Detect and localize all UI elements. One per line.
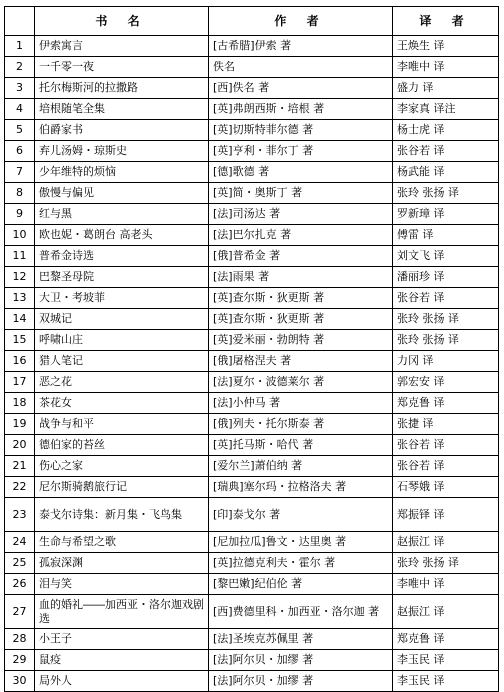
book-author: [西]佚名 著 bbox=[209, 78, 393, 99]
book-translator: 李玉民 译 bbox=[393, 671, 499, 692]
book-author: [瑞典]塞尔玛・拉格洛夫 著 bbox=[209, 477, 393, 498]
header-author: 作 者 bbox=[209, 7, 393, 36]
book-translator: 张谷若 译 bbox=[393, 288, 499, 309]
book-title: 鼠疫 bbox=[35, 650, 209, 671]
book-author: [英]亨利・菲尔丁 著 bbox=[209, 141, 393, 162]
book-author: [黎巴嫩]纪伯伦 著 bbox=[209, 574, 393, 595]
row-number: 18 bbox=[5, 393, 35, 414]
book-author: [法]小仲马 著 bbox=[209, 393, 393, 414]
row-number: 13 bbox=[5, 288, 35, 309]
row-number: 4 bbox=[5, 99, 35, 120]
table-row bbox=[5, 225, 499, 246]
book-title: 呼啸山庄 bbox=[35, 330, 209, 351]
row-number: 27 bbox=[5, 595, 35, 629]
table-row bbox=[5, 477, 499, 498]
row-number: 26 bbox=[5, 574, 35, 595]
book-title: 托尔梅斯河的拉撒路 bbox=[35, 78, 209, 99]
table-row bbox=[5, 267, 499, 288]
book-author: [印]泰戈尔 著 bbox=[209, 498, 393, 532]
book-translator: 郑振铎 译 bbox=[393, 498, 499, 532]
book-translator: 郭宏安 译 bbox=[393, 372, 499, 393]
book-author: [英]弗朗西斯・培根 著 bbox=[209, 99, 393, 120]
table-row bbox=[5, 309, 499, 330]
book-title: 泪与笑 bbox=[35, 574, 209, 595]
book-title: 生命与希望之歌 bbox=[35, 532, 209, 553]
book-translator: 张玲 张扬 译 bbox=[393, 309, 499, 330]
row-number: 10 bbox=[5, 225, 35, 246]
table-row bbox=[5, 671, 499, 692]
book-title: 弃儿汤姆・琼斯史 bbox=[35, 141, 209, 162]
row-number: 19 bbox=[5, 414, 35, 435]
table-row bbox=[5, 120, 499, 141]
table-row bbox=[5, 36, 499, 57]
header-translator: 译 者 bbox=[393, 7, 499, 36]
row-number: 17 bbox=[5, 372, 35, 393]
header-row bbox=[5, 7, 499, 36]
book-translator: 罗新璋 译 bbox=[393, 204, 499, 225]
book-translator: 张捷 译 bbox=[393, 414, 499, 435]
table-row bbox=[5, 330, 499, 351]
row-number: 24 bbox=[5, 532, 35, 553]
book-title: 伤心之家 bbox=[35, 456, 209, 477]
header-title: 书 名 bbox=[35, 7, 209, 36]
book-title: 双城记 bbox=[35, 309, 209, 330]
row-number: 1 bbox=[5, 36, 35, 57]
book-translator: 潘丽珍 译 bbox=[393, 267, 499, 288]
row-number: 14 bbox=[5, 309, 35, 330]
book-translator: 李玉民 译 bbox=[393, 650, 499, 671]
book-author: [英]爱米丽・勃朗特 著 bbox=[209, 330, 393, 351]
table-row bbox=[5, 498, 499, 532]
table-row bbox=[5, 99, 499, 120]
book-title: 恶之花 bbox=[35, 372, 209, 393]
book-author: [法]夏尔・波德莱尔 著 bbox=[209, 372, 393, 393]
row-number: 22 bbox=[5, 477, 35, 498]
book-author: [法]阿尔贝・加缪 著 bbox=[209, 650, 393, 671]
book-translator: 力冈 译 bbox=[393, 351, 499, 372]
book-author: [法]雨果 著 bbox=[209, 267, 393, 288]
book-title: 巴黎圣母院 bbox=[35, 267, 209, 288]
book-author: 佚名 bbox=[209, 57, 393, 78]
book-title: 战争与和平 bbox=[35, 414, 209, 435]
table-row bbox=[5, 650, 499, 671]
book-author: [英]查尔斯・狄更斯 著 bbox=[209, 309, 393, 330]
book-title: 伯爵家书 bbox=[35, 120, 209, 141]
row-number: 8 bbox=[5, 183, 35, 204]
row-number: 5 bbox=[5, 120, 35, 141]
book-translator: 张谷若 译 bbox=[393, 141, 499, 162]
row-number: 7 bbox=[5, 162, 35, 183]
table-row bbox=[5, 456, 499, 477]
table-row bbox=[5, 574, 499, 595]
book-author: [英]切斯特菲尔德 著 bbox=[209, 120, 393, 141]
table-row bbox=[5, 183, 499, 204]
header-num bbox=[5, 7, 35, 36]
book-author: [尼加拉瓜]鲁文・达里奥 著 bbox=[209, 532, 393, 553]
book-translator: 石琴娥 译 bbox=[393, 477, 499, 498]
row-number: 11 bbox=[5, 246, 35, 267]
book-translator: 李唯中 译 bbox=[393, 57, 499, 78]
row-number: 6 bbox=[5, 141, 35, 162]
book-author: [俄]列夫・托尔斯泰 著 bbox=[209, 414, 393, 435]
table-row bbox=[5, 553, 499, 574]
table-row bbox=[5, 532, 499, 553]
book-title: 孤寂深渊 bbox=[35, 553, 209, 574]
book-title: 血的婚礼――加西亚・洛尔迦戏剧选 bbox=[35, 595, 209, 629]
row-number: 28 bbox=[5, 629, 35, 650]
row-number: 2 bbox=[5, 57, 35, 78]
table-row bbox=[5, 351, 499, 372]
book-translator: 张玲 张扬 译 bbox=[393, 553, 499, 574]
book-translator: 傅雷 译 bbox=[393, 225, 499, 246]
book-author: [英]查尔斯・狄更斯 著 bbox=[209, 288, 393, 309]
book-title: 尼尔斯骑鹅旅行记 bbox=[35, 477, 209, 498]
row-number: 21 bbox=[5, 456, 35, 477]
table-row bbox=[5, 595, 499, 629]
book-translator: 王焕生 译 bbox=[393, 36, 499, 57]
book-author: [法]阿尔贝・加缪 著 bbox=[209, 671, 393, 692]
row-number: 3 bbox=[5, 78, 35, 99]
row-number: 29 bbox=[5, 650, 35, 671]
row-number: 16 bbox=[5, 351, 35, 372]
book-title: 德伯家的苔丝 bbox=[35, 435, 209, 456]
book-title: 猎人笔记 bbox=[35, 351, 209, 372]
book-translator: 张谷若 译 bbox=[393, 456, 499, 477]
book-translator: 郑克鲁 译 bbox=[393, 393, 499, 414]
book-author: [古希腊]伊索 著 bbox=[209, 36, 393, 57]
book-title: 欧也妮・葛朗台 高老头 bbox=[35, 225, 209, 246]
book-author: [英]拉德克利夫・霍尔 著 bbox=[209, 553, 393, 574]
book-title: 培根随笔全集 bbox=[35, 99, 209, 120]
book-author: [爱尔兰]萧伯纳 著 bbox=[209, 456, 393, 477]
book-title: 普希金诗选 bbox=[35, 246, 209, 267]
row-number: 23 bbox=[5, 498, 35, 532]
book-translator: 盛力 译 bbox=[393, 78, 499, 99]
book-title: 一千零一夜 bbox=[35, 57, 209, 78]
book-translator: 杨武能 译 bbox=[393, 162, 499, 183]
table-row bbox=[5, 629, 499, 650]
table-row bbox=[5, 204, 499, 225]
book-author: [德]歌德 著 bbox=[209, 162, 393, 183]
book-translator: 张玲 张扬 译 bbox=[393, 330, 499, 351]
book-author: [法]司汤达 著 bbox=[209, 204, 393, 225]
table-row bbox=[5, 141, 499, 162]
book-title: 泰戈尔诗集：新月集・飞鸟集 bbox=[35, 498, 209, 532]
book-author: [法]圣埃克苏佩里 著 bbox=[209, 629, 393, 650]
book-translator: 李唯中 译 bbox=[393, 574, 499, 595]
book-title: 小王子 bbox=[35, 629, 209, 650]
book-title: 红与黑 bbox=[35, 204, 209, 225]
table-header bbox=[5, 7, 499, 36]
table-row bbox=[5, 288, 499, 309]
row-number: 30 bbox=[5, 671, 35, 692]
row-number: 15 bbox=[5, 330, 35, 351]
table-row bbox=[5, 246, 499, 267]
book-author: [法]巴尔扎克 著 bbox=[209, 225, 393, 246]
table-row bbox=[5, 435, 499, 456]
book-translator: 刘文飞 译 bbox=[393, 246, 499, 267]
book-translator: 赵振江 译 bbox=[393, 532, 499, 553]
table-row bbox=[5, 414, 499, 435]
row-number: 9 bbox=[5, 204, 35, 225]
row-number: 25 bbox=[5, 553, 35, 574]
table-body bbox=[5, 36, 499, 692]
book-translator: 张谷若 译 bbox=[393, 435, 499, 456]
row-number: 12 bbox=[5, 267, 35, 288]
book-title: 少年维特的烦恼 bbox=[35, 162, 209, 183]
book-title: 伊索寓言 bbox=[35, 36, 209, 57]
table-row bbox=[5, 372, 499, 393]
book-translator: 李家真 译注 bbox=[393, 99, 499, 120]
book-author: [英]简・奥斯丁 著 bbox=[209, 183, 393, 204]
book-translator: 赵振江 译 bbox=[393, 595, 499, 629]
row-number: 20 bbox=[5, 435, 35, 456]
table-row bbox=[5, 393, 499, 414]
table-row bbox=[5, 78, 499, 99]
book-title: 茶花女 bbox=[35, 393, 209, 414]
book-translator: 杨士虎 译 bbox=[393, 120, 499, 141]
book-translator: 张玲 张扬 译 bbox=[393, 183, 499, 204]
table-row bbox=[5, 57, 499, 78]
book-author: [俄]普希金 著 bbox=[209, 246, 393, 267]
book-title: 傲慢与偏见 bbox=[35, 183, 209, 204]
book-title: 局外人 bbox=[35, 671, 209, 692]
book-translator: 郑克鲁 译 bbox=[393, 629, 499, 650]
book-author: [俄]屠格涅夫 著 bbox=[209, 351, 393, 372]
table-row bbox=[5, 162, 499, 183]
book-author: [英]托马斯・哈代 著 bbox=[209, 435, 393, 456]
book-list-table bbox=[4, 6, 499, 692]
book-title: 大卫・考坡菲 bbox=[35, 288, 209, 309]
book-author: [西]费德里科・加西亚・洛尔迦 著 bbox=[209, 595, 393, 629]
